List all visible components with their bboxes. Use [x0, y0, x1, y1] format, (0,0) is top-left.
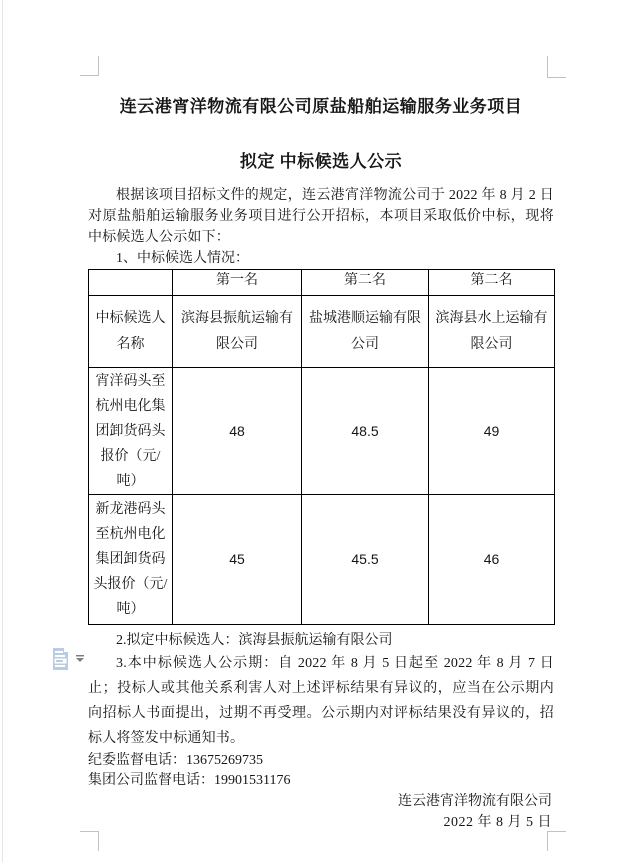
candidate-name-2: 盐城港顺运输有限公司	[302, 296, 429, 368]
header-cell-empty	[89, 270, 173, 296]
row-label: 中标候选人名称	[89, 296, 173, 368]
row-label: 新龙港码头至杭州电化集团卸货码头报价（元/吨）	[89, 495, 173, 625]
price-cell: 48.5	[302, 368, 429, 495]
paste-options-button[interactable]	[50, 646, 86, 674]
table-header-row	[89, 270, 555, 296]
margin-mark-bottom-left	[80, 831, 99, 851]
list-item-1: 1、中标候选人情况：	[116, 251, 249, 266]
supervision-phone-2: 集团公司监督电话：19901531176	[88, 773, 291, 788]
header-cell-second: 第二名	[302, 270, 429, 296]
supervision-phone-1: 纪委监督电话：13675269735	[88, 753, 263, 768]
table-row-price-xinlonggang	[89, 495, 555, 625]
table-row-price-xiaoyang	[89, 368, 555, 495]
price-cell: 48	[173, 368, 302, 495]
price-cell: 46	[429, 495, 555, 625]
margin-mark-bottom-right	[547, 831, 566, 851]
intro-paragraph: 根据该项目招标文件的规定，连云港宵洋物流公司于 2022 年 8 月 2 日对原盐船舶运输服务业务项目进行公开招标，本项目采取低价中标，现将中标候选人公示如下：	[88, 188, 554, 245]
candidate-name-1: 滨海县振航运输有限公司	[173, 296, 302, 368]
price-cell: 45	[173, 495, 302, 625]
row-label: 宵洋码头至杭州电化集团卸货码头报价（元/吨）	[89, 368, 173, 495]
price-cell: 45.5	[302, 495, 429, 625]
table-row-candidate-names	[89, 296, 555, 368]
list-item-3: 3.本中标候选人公示期：自 2022 年 8 月 5 日起至 2022 年 8 月 7 日止；投标人或其他关系利害人对上述评标结果有异议的，应当在公示期内向招标人书面提出，过期不再受理。公示期内对评标结果没有异议的，招标人将签发中标通知书。	[88, 656, 554, 746]
list-item-2: 2.拟定中标候选人：滨海县振航运输有限公司	[116, 633, 393, 648]
candidate-name-3: 滨海县水上运输有限公司	[429, 296, 555, 368]
signature-date: 2022 年 8 月 5 日	[443, 815, 552, 830]
document-content	[88, 0, 554, 833]
document-title: 连云港宵洋物流有限公司原盐船舶运输服务业务项目	[119, 97, 523, 116]
header-cell-first: 第一名	[173, 270, 302, 296]
header-cell-third: 第二名	[429, 270, 555, 296]
paste-options-icon	[53, 648, 68, 670]
document-subtitle: 拟定 中标候选人公示	[239, 152, 403, 171]
paste-options-dropdown-icon	[76, 655, 84, 662]
page-edge-line	[2, 0, 3, 862]
price-cell: 49	[429, 368, 555, 495]
candidates-table	[88, 269, 555, 625]
signature-company: 连云港宵洋物流有限公司	[398, 794, 552, 809]
